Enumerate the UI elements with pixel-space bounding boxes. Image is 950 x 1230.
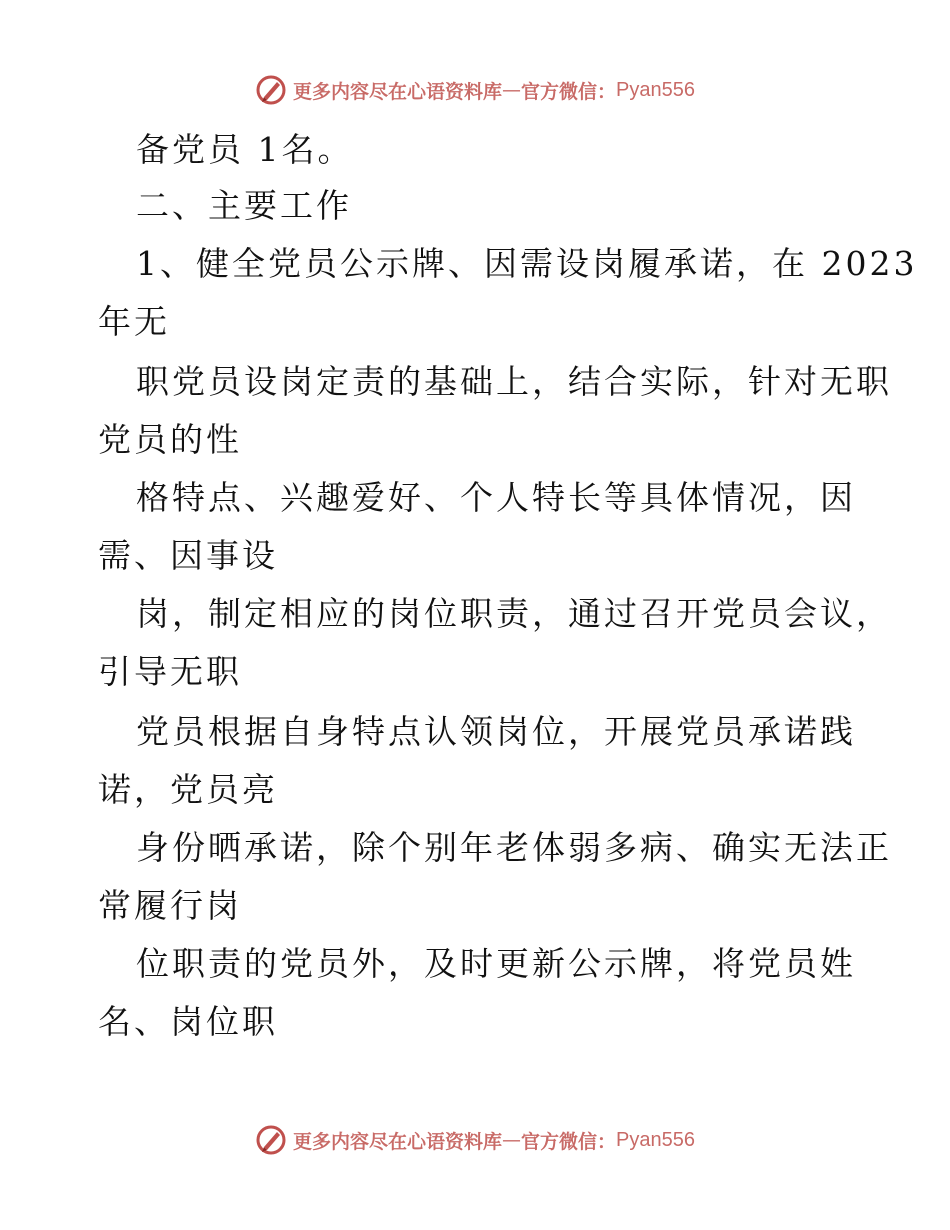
header-watermark bbox=[0, 70, 950, 110]
watermark-separator: — bbox=[502, 79, 522, 101]
watermark-text: 更多内容尽在心语资料库 bbox=[293, 1130, 503, 1153]
watermark-text: 更多内容尽在心语资料库 bbox=[293, 80, 503, 103]
body-line: 需、因事设 bbox=[98, 536, 278, 575]
body-line: 岗，制定相应的岗位职责，通过召开党员会议， bbox=[136, 594, 892, 633]
footer-watermark bbox=[0, 1120, 950, 1160]
body-line: 诺，党员亮 bbox=[98, 770, 278, 809]
watermark-official-label: 官方微信： bbox=[521, 80, 617, 103]
body-line: 名、岗位职 bbox=[98, 1002, 278, 1041]
watermark-wechat-id: Pyan556 bbox=[616, 78, 695, 101]
body-line: 年无 bbox=[98, 302, 170, 341]
body-line: 备党员 1名。 bbox=[136, 130, 354, 169]
watermark-separator: — bbox=[502, 1129, 522, 1151]
body-line: 位职责的党员外，及时更新公示牌，将党员姓 bbox=[136, 944, 856, 983]
body-line: 常履行岗 bbox=[98, 886, 242, 925]
body-line: 格特点、兴趣爱好、个人特长等具体情况，因 bbox=[136, 478, 856, 517]
section-heading: 二、主要工作 bbox=[136, 186, 352, 225]
body-line: 党员的性 bbox=[98, 420, 242, 459]
body-line: 党员根据自身特点认领岗位，开展党员承诺践 bbox=[136, 712, 856, 751]
watermark-wechat-id: Pyan556 bbox=[616, 1128, 695, 1151]
body-line: 1、健全党员公示牌、因需设岗履承诺，在 2023 bbox=[136, 244, 918, 283]
watermark-official-label: 官方微信： bbox=[521, 1130, 617, 1153]
pen-logo-icon bbox=[255, 1124, 287, 1156]
body-line: 身份晒承诺，除个别年老体弱多病、确实无法正 bbox=[136, 828, 892, 867]
pen-logo-icon bbox=[255, 74, 287, 106]
body-line: 引导无职 bbox=[98, 652, 242, 691]
body-line: 职党员设岗定责的基础上，结合实际，针对无职 bbox=[136, 362, 892, 401]
